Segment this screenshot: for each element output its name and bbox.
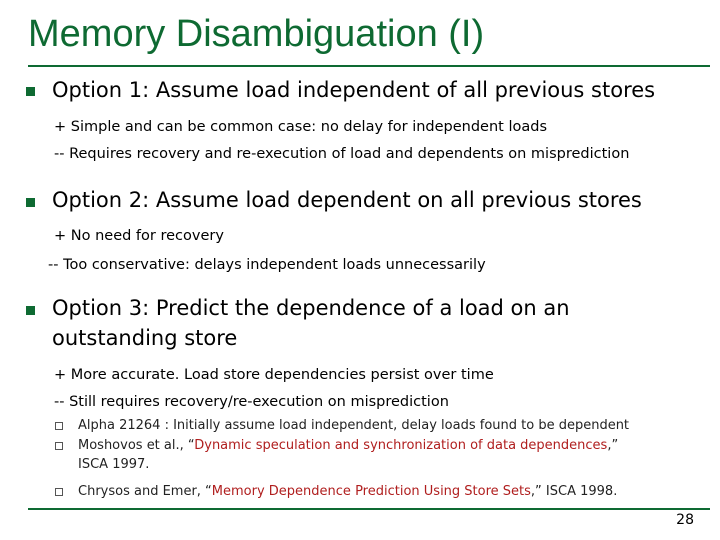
option-3-heading-line-1: Option 3: Predict the dependence of a load on an	[52, 296, 570, 320]
hollow-square-bullet-icon	[55, 488, 63, 496]
title-underline	[28, 65, 710, 67]
option-2-pros: + No need for recovery	[54, 228, 224, 244]
reference-chrysos	[78, 483, 617, 500]
reference-alpha: Alpha 21264 : Initially assume load independent, delay loads found to be dependent	[78, 418, 630, 433]
option-1-heading: Option 1: Assume load independent of all previous stores	[52, 78, 656, 102]
reference-moshovos	[78, 437, 618, 454]
bullet-square-icon	[26, 198, 35, 207]
hollow-square-bullet-icon	[55, 422, 63, 430]
footer-rule	[28, 508, 710, 510]
option-2-cons: -- Too conservative: delays independent loads unnecessarily	[48, 257, 486, 273]
page-number: 28	[676, 512, 694, 528]
reference-punctuation: ,”	[607, 438, 619, 453]
option-1-pros: + Simple and can be common case: no delay for independent loads	[54, 119, 548, 135]
hollow-square-bullet-icon	[55, 442, 63, 450]
reference-authors: Chrysos and Emer, “	[78, 484, 212, 499]
option-3-cons: -- Still requires recovery/re-execution on misprediction	[54, 394, 449, 410]
option-3-pros: + More accurate. Load store dependencies persist over time	[54, 367, 494, 383]
reference-authors: Moshovos et al., “	[78, 438, 195, 453]
reference-paper-title: Dynamic speculation and synchronization of data dependences	[194, 438, 608, 453]
bullet-square-icon	[26, 87, 35, 96]
reference-moshovos-venue: ISCA 1997.	[78, 457, 150, 472]
slide-title: Memory Disambiguation (I)	[28, 13, 485, 55]
option-1-cons: -- Requires recovery and re-execution of load and dependents on misprediction	[54, 146, 630, 162]
option-3-heading-line-2: outstanding store	[52, 326, 238, 350]
bullet-square-icon	[26, 306, 35, 315]
reference-paper-title: Memory Dependence Prediction Using Store Sets	[211, 484, 531, 499]
reference-venue: ,” ISCA 1998.	[530, 484, 618, 499]
option-2-heading: Option 2: Assume load dependent on all previous stores	[52, 188, 642, 212]
